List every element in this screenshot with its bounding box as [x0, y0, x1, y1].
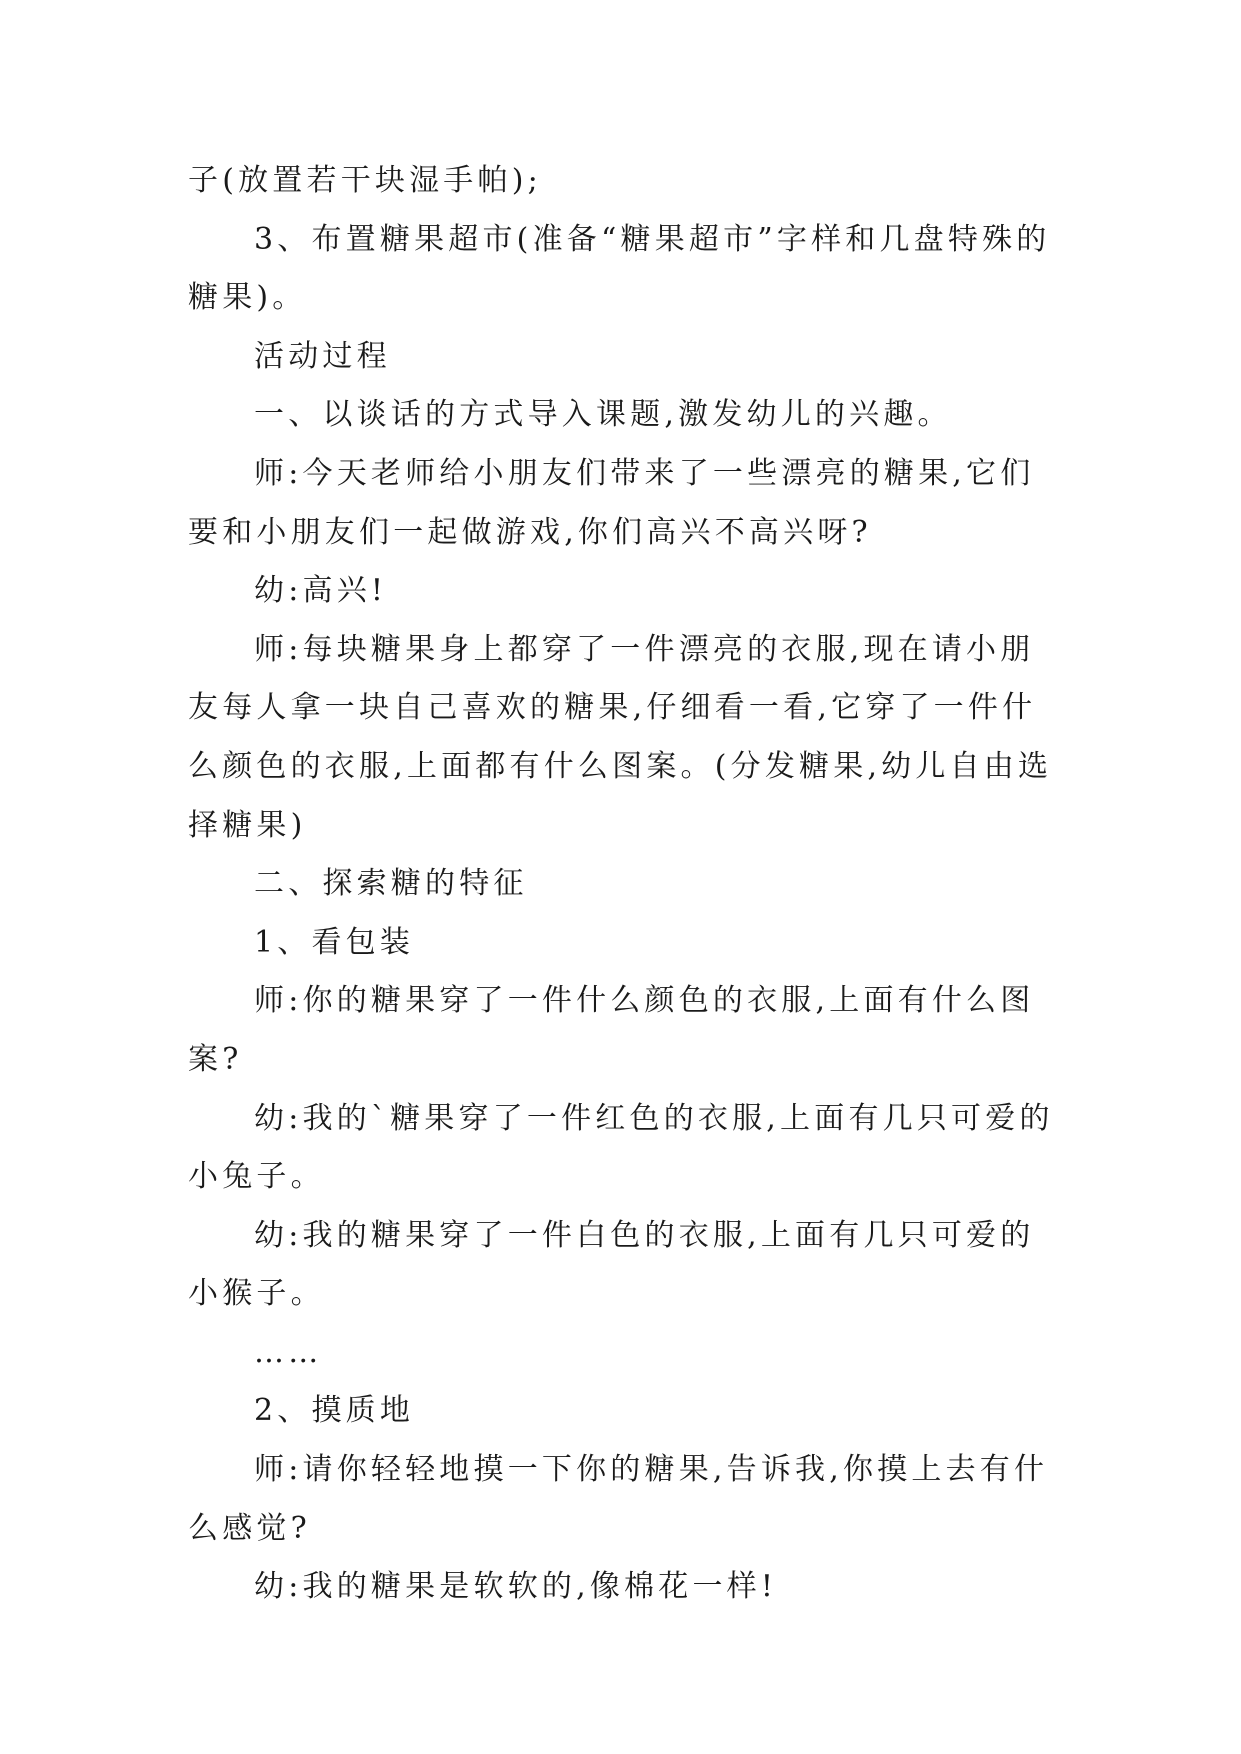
step-heading-1: 一、以谈话的方式导入课题,激发幼儿的兴趣。	[254, 397, 952, 433]
teacher-line: 师:今天老师给小朋友们带来了一些漂亮的糖果,它们要和小朋友们一起做游戏,你们高兴不高兴呀?	[188, 455, 1035, 550]
teacher-line: 师:每块糖果身上都穿了一件漂亮的衣服,现在请小朋友每人拿一块自己喜欢的糖果,仔细看一看,它穿了一件什么颜色的衣服,上面都有什么图案。(分发糖果,幼儿自由选择糖果)	[188, 631, 1053, 843]
section-heading-activity-process: 活动过程	[254, 338, 391, 374]
ellipsis-line: ……	[254, 1334, 323, 1370]
sub-step-heading-touch-texture: 2、摸质地	[254, 1393, 415, 1429]
child-line: 幼:我的`糖果穿了一件红色的衣服,上面有几只可爱的小兔子。	[188, 1100, 1054, 1195]
teacher-line: 师:你的糖果穿了一件什么颜色的衣服,上面有什么图案?	[188, 983, 1035, 1077]
sub-step-heading-look-packaging: 1、看包装	[254, 924, 415, 960]
document-body	[188, 152, 1054, 1617]
paragraph-prep-item-3: 3、布置糖果超市(准备“糖果超市”字样和几盘特殊的糖果)。	[188, 221, 1051, 316]
step-heading-2: 二、探索糖的特征	[254, 866, 528, 902]
paragraph-continuation: 子(放置若干块湿手帕);	[188, 163, 542, 198]
child-line: 幼:高兴!	[254, 573, 388, 609]
child-line: 幼:我的糖果穿了一件白色的衣服,上面有几只可爱的小猴子。	[188, 1217, 1035, 1312]
child-line: 幼:我的糖果是软软的,像棉花一样!	[254, 1569, 778, 1605]
teacher-line: 师:请你轻轻地摸一下你的糖果,告诉我,你摸上去有什么感觉?	[188, 1452, 1049, 1546]
